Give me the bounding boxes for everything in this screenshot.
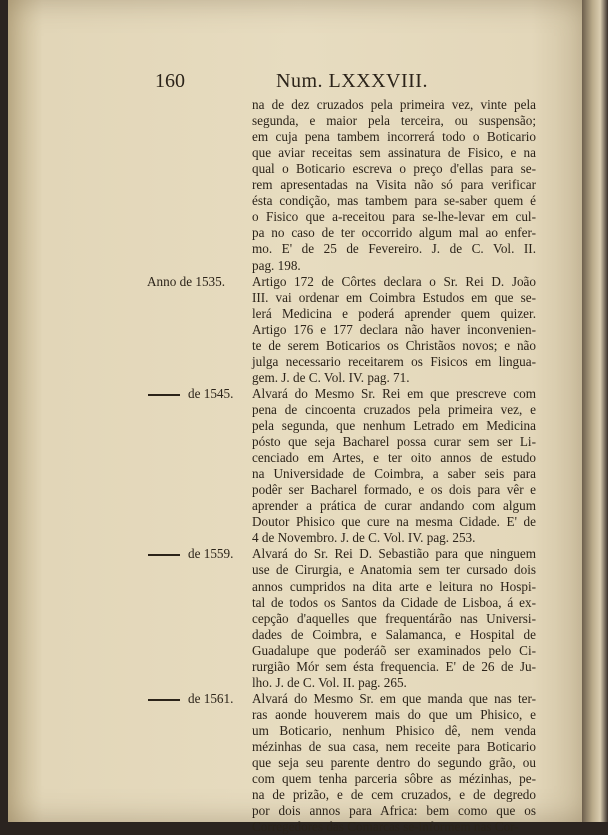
text-line: rem apresentadas na Visita não só para verificar	[252, 177, 536, 193]
text-line: ésta condição, mas tambem para se-saber quem é	[252, 193, 536, 209]
text-line: Guadalupe que poderáõ ser examinados pelo Ci-	[252, 642, 536, 658]
text-line: lerá Medicina e poderá aprender quem quizer.	[252, 305, 536, 321]
page-title: Num. LXXXVIII.	[276, 70, 428, 92]
text-line: que seja seu parente dentro do segundo grão, ou	[252, 755, 536, 771]
text-line: na de dez cruzados pela primeira vez, vinte pela	[252, 97, 536, 112]
text-line: segunda, e maior pela terceira, ou suspensão;	[252, 113, 536, 129]
text-line: por dois annos para Africa: bem como que os	[252, 803, 536, 819]
margin-year-label	[148, 386, 233, 402]
margin-year-text: de 1545.	[188, 385, 234, 401]
text-line: ras aonde houverem mais do que um Phisico, e	[252, 706, 536, 722]
text-line: Alvará do Mesmo Sr. em que manda que nas ter-	[252, 690, 536, 706]
margin-year-label	[148, 546, 233, 562]
text-line: lho. J. de C. Vol. II. pag. 265.	[252, 674, 407, 690]
text-line: dades de Coimbra, e Salamanca, e Hospital de	[252, 626, 536, 642]
text-line: cepção d'aquelles que frequentárão nas Universi-	[252, 610, 536, 626]
margin-year-text: de 1561.	[188, 690, 234, 706]
text-line: mo. E' de 25 de Fevereiro. J. de C. Vol. II.	[252, 241, 536, 257]
text-line: na Universidade de Coimbra, a saber seis para	[252, 466, 536, 482]
ditto-dash	[148, 554, 180, 556]
text-line: Alvará do Sr. Rei D. Sebastião para que ninguem	[252, 546, 536, 562]
text-line: pag. 198.	[252, 257, 301, 273]
text-line: que aviar receitas sem assinatura de Fisico, e na	[252, 145, 536, 161]
text-line: cenciado em Artes, e ter oito annos de estudo	[252, 450, 536, 466]
book-page	[8, 0, 590, 835]
book-spine	[582, 0, 608, 822]
text-line: annos cumpridos na dita arte e leitura no Hospi-	[252, 578, 536, 594]
text-line: Artigo 176 e 177 declara não haver inconvenien-	[252, 321, 536, 337]
margin-year-text: de 1559.	[188, 546, 234, 562]
text-line: aprender a prática de curar andando com algum	[252, 498, 536, 514]
text-line: Artigo 172 de Côrtes declara o Sr. Rei D. João	[252, 273, 536, 289]
text-line: tal de todos os Santos da Cidade de Lisboa, á ex-	[252, 594, 536, 610]
text-line: rurgião Mór sem ésta frequencia. E' de 26 de Ju-	[252, 658, 536, 674]
text-line: qual o Boticario escreva o preço d'ellas para se-	[252, 161, 536, 177]
text-line: pena de cincoenta cruzados pela primeira vez, e	[252, 401, 536, 417]
text-line: Corregedores das Comarcas se-informem nas Cor-	[252, 819, 519, 835]
text-line: julga necessario receitarem os Fisicos em lingua-	[252, 353, 536, 369]
text-line: pela segunda, que nenhum Letrado em Medicina	[252, 418, 536, 433]
margin-year-text: Anno de 1535.	[147, 273, 226, 289]
text-line: te de serem Boticarios os Christãos novos; e não	[252, 337, 536, 353]
text-line: Doutor Phisico que cure na mesma Cidade. E' de	[252, 514, 536, 530]
ditto-dash	[148, 394, 180, 396]
text-line: 4 de Novembro. J. de C. Vol. IV. pag. 253.	[252, 530, 476, 546]
text-line: podêr ser Bacharel formado, e os dois para vêr e	[252, 482, 536, 498]
text-line: na de prizão, e de cem cruzados, e de degredo	[252, 787, 536, 803]
text-line: um Boticario, nenhum Phisico dê, nem venda	[252, 722, 536, 738]
text-line: pósto que seja Bacharel possa curar sem ser Li-	[252, 434, 536, 450]
text-line: Alvará do Mesmo Sr. Rei em que prescreve com	[252, 385, 536, 401]
margin-year-label	[148, 691, 233, 707]
margin-year-label	[147, 274, 225, 290]
text-line: o Fisico que a-receitou para se-lhe-levar em cul-	[252, 209, 536, 225]
text-line: em cuja pena tambem incorrerá todo o Boticario	[252, 129, 536, 145]
text-line: use de Cirurgia, e Anatomia sem ter cursado dois	[252, 562, 536, 578]
page-number: 160	[155, 70, 185, 92]
ditto-dash	[148, 699, 180, 701]
text-line: pa no caso de ter occorrido algum mal ao enfer-	[252, 225, 536, 241]
text-line: com quem tenha parceria sôbre as mézinhas, pe-	[252, 771, 536, 787]
text-line: gem. J. de C. Vol. IV. pag. 71.	[252, 369, 410, 385]
text-line: III. vai ordenar em Coimbra Estudos em que se-	[252, 289, 536, 305]
text-line: mézinhas de sua casa, nem receite para Boticario	[252, 739, 536, 754]
